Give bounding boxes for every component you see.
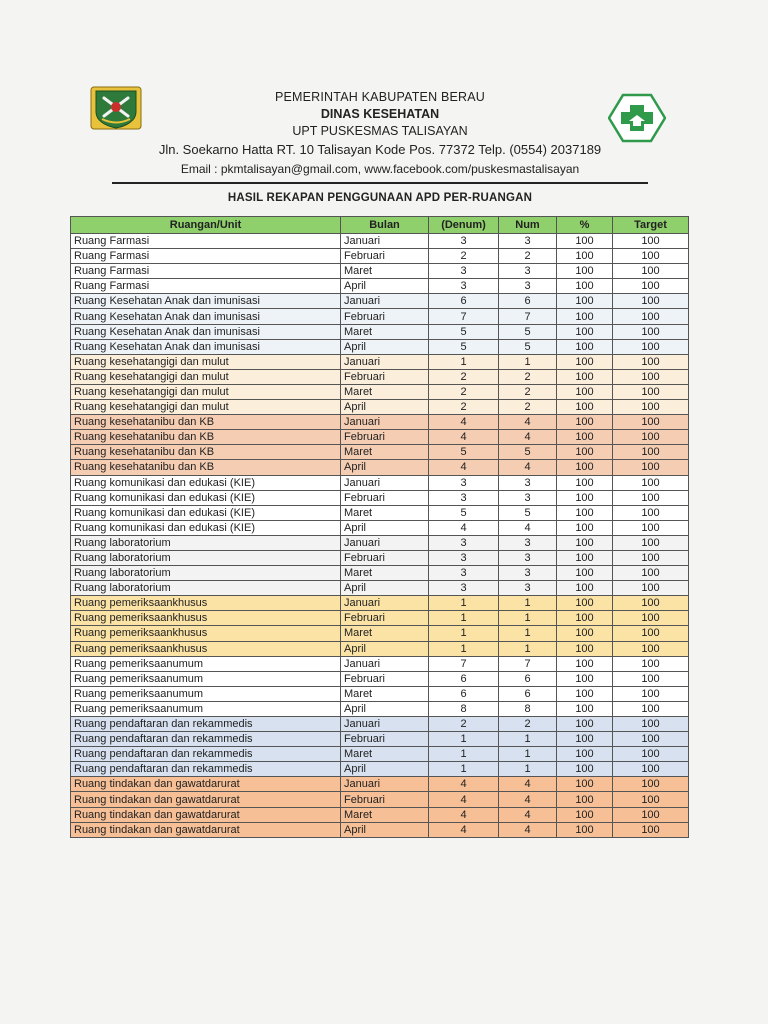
table-row — [71, 747, 689, 762]
cell-percent: 100 — [557, 641, 613, 656]
cell-target: 100 — [613, 656, 689, 671]
cell-num: 4 — [499, 520, 557, 535]
cell-room: Ruang Farmasi — [71, 234, 341, 249]
cell-room: Ruang pendaftaran dan rekammedis — [71, 762, 341, 777]
table-row — [71, 234, 689, 249]
cell-denum: 4 — [429, 822, 499, 837]
cell-percent: 100 — [557, 596, 613, 611]
cell-month: April — [341, 581, 429, 596]
cell-month: Maret — [341, 445, 429, 460]
cell-target: 100 — [613, 626, 689, 641]
cell-denum: 1 — [429, 596, 499, 611]
cell-percent: 100 — [557, 777, 613, 792]
table-row — [71, 400, 689, 415]
table-row — [71, 369, 689, 384]
cell-room: Ruang tindakan dan gawatdarurat — [71, 792, 341, 807]
cell-num: 1 — [499, 611, 557, 626]
cell-room: Ruang kesehatanibu dan KB — [71, 460, 341, 475]
cell-num: 1 — [499, 762, 557, 777]
cell-num: 4 — [499, 807, 557, 822]
table-row — [71, 550, 689, 565]
cell-denum: 4 — [429, 415, 499, 430]
cell-room: Ruang tindakan dan gawatdarurat — [71, 822, 341, 837]
cell-month: April — [341, 520, 429, 535]
cell-percent: 100 — [557, 249, 613, 264]
cell-denum: 6 — [429, 686, 499, 701]
contact-line: Email : pkmtalisayan@gmail.com, www.facebook.com/puskesmastalisayan — [180, 162, 580, 176]
cell-percent: 100 — [557, 807, 613, 822]
document-title: HASIL REKAPAN PENGGUNAAN APD PER-RUANGAN — [227, 192, 533, 204]
cell-month: April — [341, 701, 429, 716]
cell-denum: 7 — [429, 656, 499, 671]
cell-denum: 5 — [429, 339, 499, 354]
cell-room: Ruang laboratorium — [71, 535, 341, 550]
cell-num: 7 — [499, 309, 557, 324]
table-row — [71, 339, 689, 354]
cell-num: 6 — [499, 294, 557, 309]
cell-target: 100 — [613, 747, 689, 762]
cell-target: 100 — [613, 611, 689, 626]
cell-denum: 3 — [429, 234, 499, 249]
table-row — [71, 249, 689, 264]
cell-num: 2 — [499, 249, 557, 264]
cell-percent: 100 — [557, 550, 613, 565]
cell-num: 3 — [499, 475, 557, 490]
cell-denum: 5 — [429, 324, 499, 339]
cell-target: 100 — [613, 520, 689, 535]
cell-room: Ruang pemeriksaanumum — [71, 656, 341, 671]
cell-room: Ruang Kesehatan Anak dan imunisasi — [71, 324, 341, 339]
cell-month: April — [341, 339, 429, 354]
cell-room: Ruang pemeriksaanumum — [71, 686, 341, 701]
cell-target: 100 — [613, 535, 689, 550]
cell-target: 100 — [613, 596, 689, 611]
cell-percent: 100 — [557, 581, 613, 596]
table-row — [71, 626, 689, 641]
cell-num: 2 — [499, 717, 557, 732]
cell-room: Ruang pemeriksaanumum — [71, 671, 341, 686]
cell-num: 4 — [499, 822, 557, 837]
cell-room: Ruang komunikasi dan edukasi (KIE) — [71, 475, 341, 490]
cell-num: 2 — [499, 400, 557, 415]
column-header-room: Ruangan/Unit — [71, 217, 341, 234]
cell-target: 100 — [613, 581, 689, 596]
cell-percent: 100 — [557, 656, 613, 671]
cell-denum: 3 — [429, 581, 499, 596]
cell-percent: 100 — [557, 400, 613, 415]
cell-num: 8 — [499, 701, 557, 716]
cell-percent: 100 — [557, 732, 613, 747]
cell-target: 100 — [613, 324, 689, 339]
table-row — [71, 641, 689, 656]
cell-percent: 100 — [557, 686, 613, 701]
cell-target: 100 — [613, 294, 689, 309]
cell-room: Ruang tindakan dan gawatdarurat — [71, 777, 341, 792]
cell-target: 100 — [613, 309, 689, 324]
cell-percent: 100 — [557, 505, 613, 520]
letterhead-divider — [112, 182, 648, 184]
cell-room: Ruang Farmasi — [71, 249, 341, 264]
cell-denum: 4 — [429, 777, 499, 792]
cell-denum: 3 — [429, 535, 499, 550]
cell-percent: 100 — [557, 384, 613, 399]
cell-target: 100 — [613, 701, 689, 716]
cell-room: Ruang Farmasi — [71, 264, 341, 279]
cell-room: Ruang Kesehatan Anak dan imunisasi — [71, 309, 341, 324]
cell-month: Februari — [341, 732, 429, 747]
table-row — [71, 822, 689, 837]
cell-month: April — [341, 400, 429, 415]
cell-target: 100 — [613, 807, 689, 822]
cell-room: Ruang kesehatanibu dan KB — [71, 415, 341, 430]
cell-month: Februari — [341, 369, 429, 384]
cell-room: Ruang kesehatangigi dan mulut — [71, 400, 341, 415]
address-line: Jln. Soekarno Hatta RT. 10 Talisayan Kode Pos. 77372 Telp. (0554) 2037189 — [158, 142, 602, 157]
cell-num: 4 — [499, 430, 557, 445]
cell-denum: 2 — [429, 400, 499, 415]
cell-num: 1 — [499, 596, 557, 611]
cell-num: 4 — [499, 415, 557, 430]
cell-denum: 1 — [429, 626, 499, 641]
cell-room: Ruang kesehatangigi dan mulut — [71, 369, 341, 384]
table-header-row — [71, 217, 689, 234]
puskesmas-cross-logo — [608, 93, 666, 143]
cell-target: 100 — [613, 717, 689, 732]
letterhead — [150, 90, 610, 176]
cell-target: 100 — [613, 475, 689, 490]
cell-target: 100 — [613, 339, 689, 354]
table-row — [71, 777, 689, 792]
cell-target: 100 — [613, 400, 689, 415]
cell-num: 4 — [499, 777, 557, 792]
cell-num: 6 — [499, 686, 557, 701]
cell-percent: 100 — [557, 294, 613, 309]
cell-month: Februari — [341, 249, 429, 264]
cell-denum: 3 — [429, 566, 499, 581]
cell-month: Januari — [341, 717, 429, 732]
cell-percent: 100 — [557, 415, 613, 430]
cell-month: April — [341, 762, 429, 777]
cell-target: 100 — [613, 566, 689, 581]
cell-room: Ruang kesehatangigi dan mulut — [71, 354, 341, 369]
cell-month: Maret — [341, 626, 429, 641]
cell-percent: 100 — [557, 445, 613, 460]
cell-denum: 2 — [429, 369, 499, 384]
table-row — [71, 460, 689, 475]
cell-denum: 5 — [429, 445, 499, 460]
table-row — [71, 792, 689, 807]
cell-denum: 1 — [429, 641, 499, 656]
cell-month: Februari — [341, 309, 429, 324]
department-name: DINAS KESEHATAN — [320, 107, 440, 121]
cell-denum: 1 — [429, 732, 499, 747]
cell-denum: 3 — [429, 490, 499, 505]
cell-target: 100 — [613, 415, 689, 430]
cell-denum: 6 — [429, 294, 499, 309]
cell-percent: 100 — [557, 822, 613, 837]
cell-percent: 100 — [557, 701, 613, 716]
table-row — [71, 505, 689, 520]
cell-num: 1 — [499, 732, 557, 747]
cell-percent: 100 — [557, 264, 613, 279]
table-row — [71, 354, 689, 369]
cell-target: 100 — [613, 430, 689, 445]
cell-room: Ruang Kesehatan Anak dan imunisasi — [71, 339, 341, 354]
table-row — [71, 384, 689, 399]
cell-percent: 100 — [557, 339, 613, 354]
cell-room: Ruang komunikasi dan edukasi (KIE) — [71, 490, 341, 505]
cell-month: Maret — [341, 324, 429, 339]
cell-month: Maret — [341, 566, 429, 581]
cell-percent: 100 — [557, 430, 613, 445]
cell-denum: 2 — [429, 384, 499, 399]
cell-target: 100 — [613, 550, 689, 565]
table-row — [71, 294, 689, 309]
cell-month: Januari — [341, 294, 429, 309]
cell-month: Februari — [341, 671, 429, 686]
cell-percent: 100 — [557, 475, 613, 490]
cell-target: 100 — [613, 641, 689, 656]
cell-month: Januari — [341, 596, 429, 611]
apd-usage-table — [70, 216, 689, 838]
cell-percent: 100 — [557, 460, 613, 475]
cell-month: Januari — [341, 475, 429, 490]
cell-percent: 100 — [557, 520, 613, 535]
table-row — [71, 762, 689, 777]
cell-percent: 100 — [557, 279, 613, 294]
cell-percent: 100 — [557, 309, 613, 324]
table-row — [71, 430, 689, 445]
cell-percent: 100 — [557, 747, 613, 762]
table-row — [71, 807, 689, 822]
cell-target: 100 — [613, 445, 689, 460]
table-row — [71, 686, 689, 701]
cell-target: 100 — [613, 686, 689, 701]
cell-denum: 3 — [429, 550, 499, 565]
cell-denum: 5 — [429, 505, 499, 520]
cell-num: 7 — [499, 656, 557, 671]
cell-percent: 100 — [557, 792, 613, 807]
cell-denum: 8 — [429, 701, 499, 716]
cell-num: 3 — [499, 279, 557, 294]
column-header-month: Bulan — [341, 217, 429, 234]
cell-room: Ruang pemeriksaankhusus — [71, 626, 341, 641]
table-row — [71, 309, 689, 324]
cell-percent: 100 — [557, 324, 613, 339]
unit-name: UPT PUSKESMAS TALISAYAN — [292, 124, 468, 138]
cell-target: 100 — [613, 279, 689, 294]
table-row — [71, 566, 689, 581]
cell-denum: 2 — [429, 717, 499, 732]
cell-month: Januari — [341, 234, 429, 249]
cell-num: 1 — [499, 354, 557, 369]
cell-room: Ruang komunikasi dan edukasi (KIE) — [71, 505, 341, 520]
column-header-num: Num — [499, 217, 557, 234]
table-row — [71, 490, 689, 505]
cell-denum: 6 — [429, 671, 499, 686]
cell-month: Maret — [341, 384, 429, 399]
cell-month: Januari — [341, 535, 429, 550]
cell-num: 6 — [499, 671, 557, 686]
cell-num: 1 — [499, 641, 557, 656]
cell-room: Ruang pendaftaran dan rekammedis — [71, 732, 341, 747]
cell-denum: 7 — [429, 309, 499, 324]
cell-month: Maret — [341, 505, 429, 520]
cell-percent: 100 — [557, 671, 613, 686]
cell-target: 100 — [613, 505, 689, 520]
table-row — [71, 717, 689, 732]
cell-num: 1 — [499, 747, 557, 762]
cell-denum: 1 — [429, 762, 499, 777]
cell-denum: 4 — [429, 430, 499, 445]
cell-denum: 2 — [429, 249, 499, 264]
cell-num: 3 — [499, 535, 557, 550]
cell-month: April — [341, 822, 429, 837]
cell-room: Ruang Farmasi — [71, 279, 341, 294]
cell-target: 100 — [613, 822, 689, 837]
cell-room: Ruang pemeriksaankhusus — [71, 641, 341, 656]
cell-room: Ruang kesehatanibu dan KB — [71, 445, 341, 460]
table-row — [71, 732, 689, 747]
cell-room: Ruang pendaftaran dan rekammedis — [71, 747, 341, 762]
cell-target: 100 — [613, 249, 689, 264]
cell-target: 100 — [613, 369, 689, 384]
table-row — [71, 701, 689, 716]
cell-target: 100 — [613, 234, 689, 249]
cell-num: 2 — [499, 369, 557, 384]
cell-month: Maret — [341, 686, 429, 701]
table-row — [71, 264, 689, 279]
cell-num: 4 — [499, 460, 557, 475]
cell-month: Februari — [341, 611, 429, 626]
cell-month: Januari — [341, 354, 429, 369]
table-row — [71, 324, 689, 339]
cell-target: 100 — [613, 792, 689, 807]
cell-month: Maret — [341, 807, 429, 822]
cell-month: Maret — [341, 264, 429, 279]
table-row — [71, 415, 689, 430]
cell-denum: 1 — [429, 747, 499, 762]
cell-percent: 100 — [557, 234, 613, 249]
cell-percent: 100 — [557, 611, 613, 626]
cell-num: 3 — [499, 581, 557, 596]
cell-num: 3 — [499, 490, 557, 505]
cell-num: 4 — [499, 792, 557, 807]
cell-target: 100 — [613, 354, 689, 369]
cell-target: 100 — [613, 762, 689, 777]
cell-room: Ruang laboratorium — [71, 550, 341, 565]
table-row — [71, 656, 689, 671]
cell-percent: 100 — [557, 566, 613, 581]
cell-month: Januari — [341, 415, 429, 430]
cell-num: 5 — [499, 339, 557, 354]
cell-num: 5 — [499, 505, 557, 520]
cell-target: 100 — [613, 460, 689, 475]
cell-room: Ruang kesehatangigi dan mulut — [71, 384, 341, 399]
cell-percent: 100 — [557, 626, 613, 641]
cell-num: 2 — [499, 384, 557, 399]
cell-room: Ruang pemeriksaankhusus — [71, 596, 341, 611]
cell-room: Ruang tindakan dan gawatdarurat — [71, 807, 341, 822]
cell-month: April — [341, 641, 429, 656]
cell-target: 100 — [613, 264, 689, 279]
cell-percent: 100 — [557, 535, 613, 550]
cell-percent: 100 — [557, 717, 613, 732]
cell-month: Januari — [341, 656, 429, 671]
cell-percent: 100 — [557, 762, 613, 777]
cell-month: Januari — [341, 777, 429, 792]
cell-room: Ruang Kesehatan Anak dan imunisasi — [71, 294, 341, 309]
cell-room: Ruang laboratorium — [71, 566, 341, 581]
cell-target: 100 — [613, 671, 689, 686]
column-header-target: Target — [613, 217, 689, 234]
cell-num: 3 — [499, 234, 557, 249]
cell-target: 100 — [613, 384, 689, 399]
table-body — [71, 234, 689, 838]
cell-percent: 100 — [557, 354, 613, 369]
cell-room: Ruang komunikasi dan edukasi (KIE) — [71, 520, 341, 535]
cell-room: Ruang kesehatanibu dan KB — [71, 430, 341, 445]
cell-month: Februari — [341, 792, 429, 807]
table-row — [71, 671, 689, 686]
cell-num: 5 — [499, 445, 557, 460]
cell-denum: 3 — [429, 264, 499, 279]
cell-room: Ruang pendaftaran dan rekammedis — [71, 717, 341, 732]
cell-num: 3 — [499, 550, 557, 565]
cell-num: 3 — [499, 264, 557, 279]
cell-percent: 100 — [557, 369, 613, 384]
cell-num: 3 — [499, 566, 557, 581]
cell-room: Ruang laboratorium — [71, 581, 341, 596]
regency-crest-logo — [90, 86, 142, 130]
table-row — [71, 279, 689, 294]
government-name: PEMERINTAH KABUPATEN BERAU — [274, 90, 486, 104]
cell-num: 5 — [499, 324, 557, 339]
cell-denum: 1 — [429, 354, 499, 369]
cell-denum: 3 — [429, 475, 499, 490]
cell-target: 100 — [613, 732, 689, 747]
cell-target: 100 — [613, 490, 689, 505]
column-header-percent: % — [557, 217, 613, 234]
cell-month: Februari — [341, 430, 429, 445]
cell-room: Ruang pemeriksaanumum — [71, 701, 341, 716]
cell-percent: 100 — [557, 490, 613, 505]
cell-denum: 3 — [429, 279, 499, 294]
cell-num: 1 — [499, 626, 557, 641]
cell-denum: 4 — [429, 520, 499, 535]
table-row — [71, 596, 689, 611]
cell-month: Maret — [341, 747, 429, 762]
cell-month: April — [341, 279, 429, 294]
table-row — [71, 520, 689, 535]
cell-month: April — [341, 460, 429, 475]
cell-target: 100 — [613, 777, 689, 792]
table-row — [71, 535, 689, 550]
cell-denum: 4 — [429, 807, 499, 822]
table-row — [71, 475, 689, 490]
table-row — [71, 611, 689, 626]
cell-room: Ruang pemeriksaankhusus — [71, 611, 341, 626]
cell-month: Februari — [341, 550, 429, 565]
table-row — [71, 581, 689, 596]
column-header-denum: (Denum) — [429, 217, 499, 234]
table-row — [71, 445, 689, 460]
cell-denum: 4 — [429, 460, 499, 475]
cell-month: Februari — [341, 490, 429, 505]
cell-denum: 1 — [429, 611, 499, 626]
cell-denum: 4 — [429, 792, 499, 807]
